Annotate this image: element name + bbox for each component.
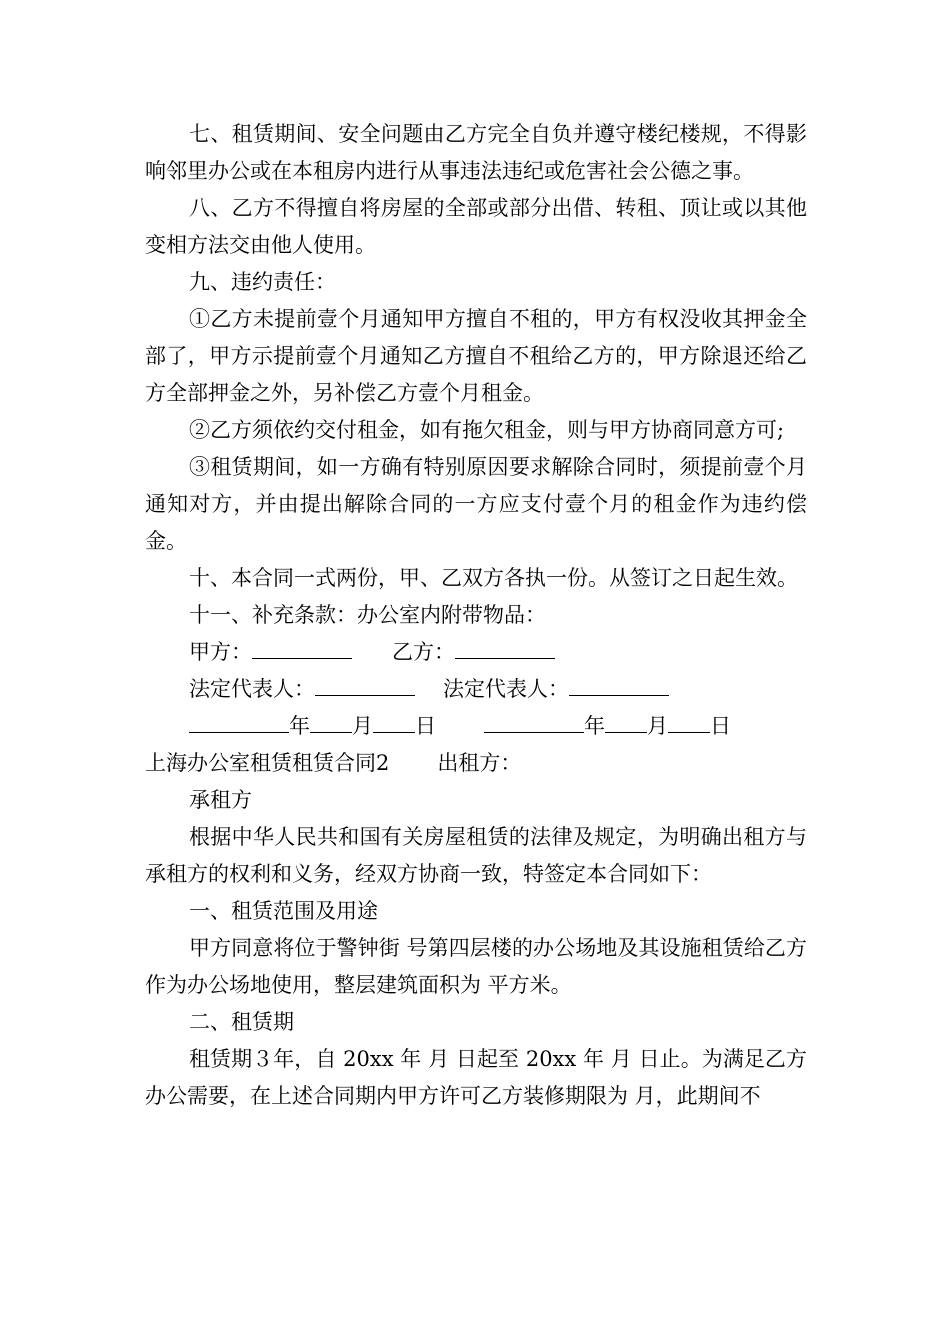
clause-9-item-2: ②乙方须依约交付租金，如有拖欠租金，则与甲方协商同意方可; [189,418,785,442]
signature-date-line [145,708,807,745]
section-2-body: 租赁期３年，自 20xx 年 月 日起至 20xx 年 月 日止。为满足乙方办公需要，在上述合同期内甲方许可乙方装修期限为 月，此期间不 [145,1047,807,1108]
date-a-month-blank [310,710,352,733]
rep-a-blank [315,673,415,696]
rep-b-label: 法定代表人： [443,677,569,701]
party-a-label: 甲方： [189,640,252,664]
section-1-body: 甲方同意将位于警钟街 号第四层楼的办公场地及其设施租赁给乙方作为办公场地使用，整层建筑面积为 平方米。 [145,936,807,997]
date-b-day-blank [668,710,710,733]
date-b-month-label: 月 [647,714,668,738]
date-a-day-blank [373,710,415,733]
clause-9-item-1: ①乙方未提前壹个月通知甲方擅自不租的，甲方有权没收其押金全部了，甲方示提前壹个月通知乙方擅自不租给乙方的，甲方除退还给乙方全部押金之外，另补偿乙方壹个月租金。 [145,307,807,405]
second-contract-title-line [145,745,807,782]
clause-7: 七、租赁期间、安全问题由乙方完全自负并遵守楼纪楼规，不得影响邻里办公或在本租房内进行从事违法违纪或危害社会公德之事。 [145,122,807,183]
date-b-year-label: 年 [584,714,605,738]
party-b-blank [455,636,555,659]
signature-rep-line [145,671,807,708]
rep-a-label: 法定代表人： [189,677,315,701]
clause-11: 十一、补充条款：办公室内附带物品： [189,603,546,627]
section-2-heading: 二、租赁期 [189,1010,294,1034]
signature-parties-line [145,634,807,671]
date-a-year-label: 年 [289,714,310,738]
party-b-label: 乙方： [392,640,455,664]
preamble: 根据中华人民共和国有关房屋租赁的法律及规定，为明确出租方与承租方的权利和义务，经双方协商一致，特签定本合同如下： [145,825,807,886]
date-a-day-label: 日 [415,714,436,738]
lessor-label: 出租方： [437,751,522,775]
date-b-day-label: 日 [710,714,731,738]
second-contract-title: 上海办公室租赁租赁合同2 [145,751,390,775]
party-a-blank [252,636,352,659]
clause-8: 八、乙方不得擅自将房屋的全部或部分出借、转租、顶让或以其他变相方法交由他人使用。 [145,196,807,257]
rep-b-blank [569,673,669,696]
lessee-label: 承租方 [189,788,252,812]
date-a-year-blank [189,710,289,733]
date-b-month-blank [605,710,647,733]
document-body [145,116,807,1115]
clause-10: 十、本合同一式两份，甲、乙双方各执一份。从签订之日起生效。 [189,566,798,590]
section-1-heading: 一、租赁范围及用途 [189,899,378,923]
clause-9-heading: 九、违约责任： [189,270,336,294]
clause-9-item-3: ③租赁期间，如一方确有特别原因要求解除合同时，须提前壹个月通知对方，并由提出解除合同的一方应支付壹个月的租金作为违约偿金。 [145,455,807,553]
date-a-month-label: 月 [352,714,373,738]
date-b-year-blank [484,710,584,733]
